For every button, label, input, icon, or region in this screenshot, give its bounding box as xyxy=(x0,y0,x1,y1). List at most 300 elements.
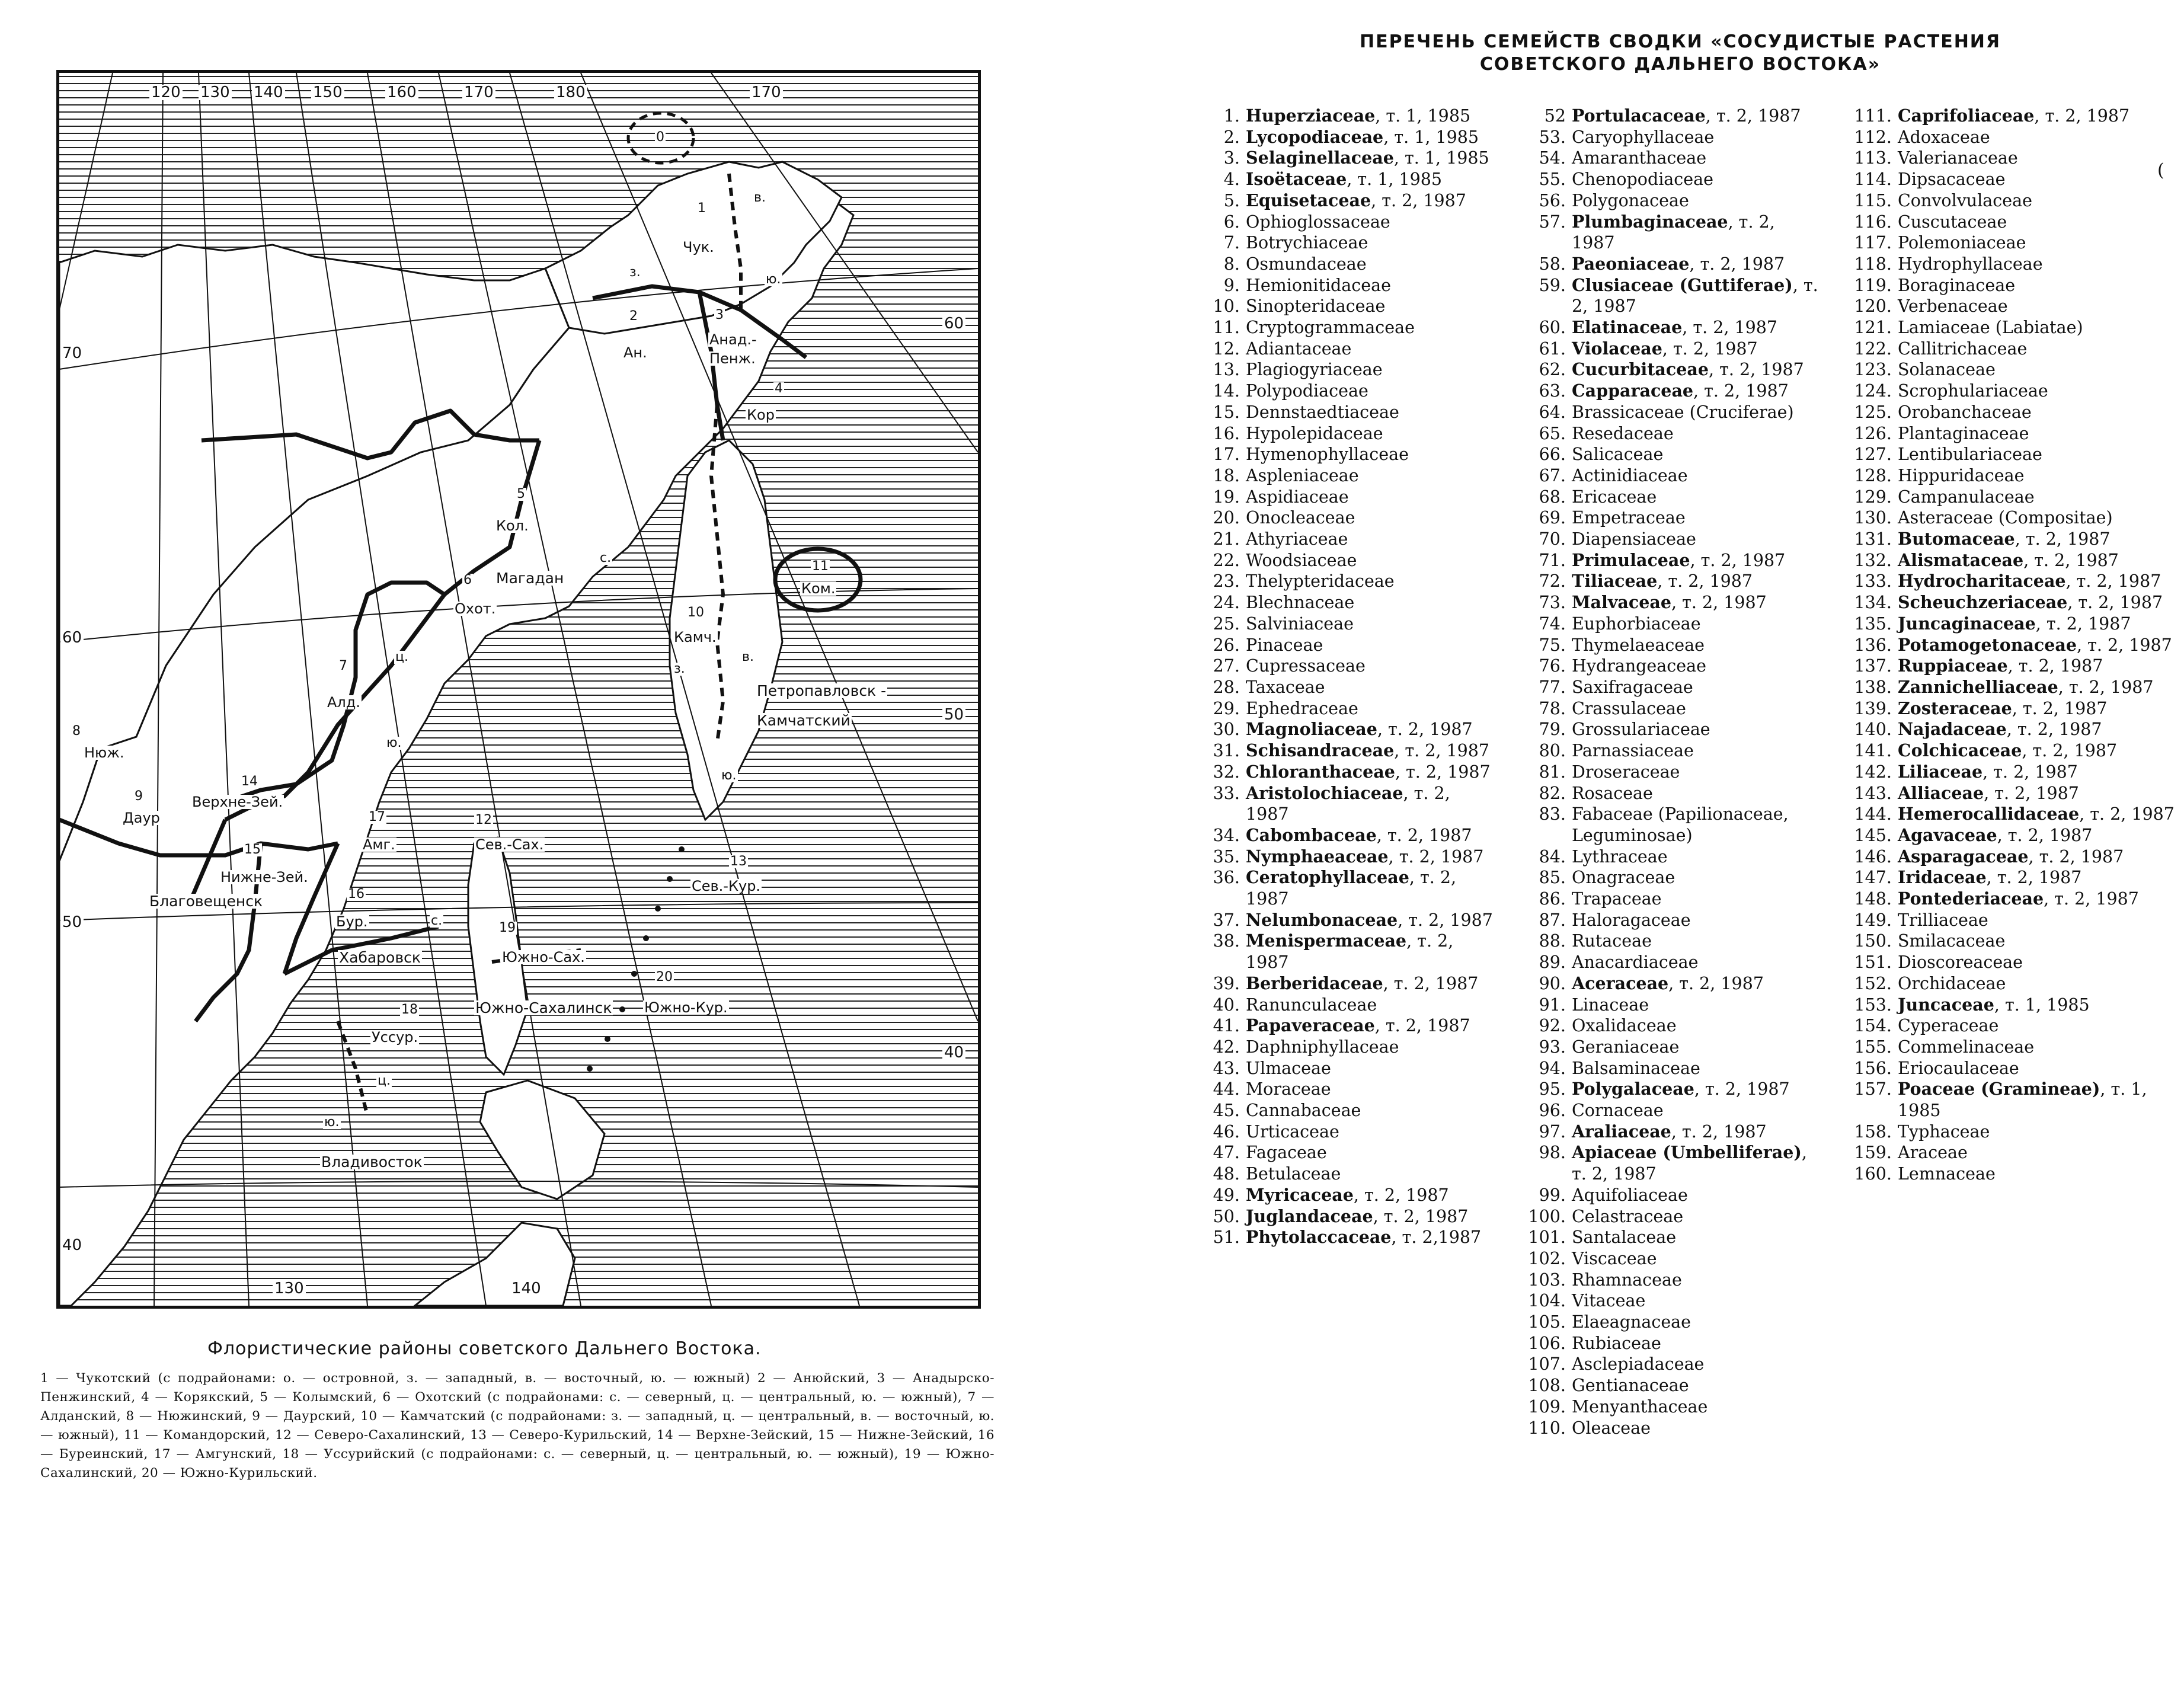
family-name: Cupressaceae xyxy=(1246,656,1366,676)
family-number: 131. xyxy=(1854,529,1892,549)
region-label: ю. xyxy=(721,768,737,783)
family-list-item xyxy=(1523,1312,1820,1333)
family-list-item xyxy=(1523,677,1820,698)
family-entry xyxy=(1572,507,1820,529)
family-volume: , т. 2, 1987 xyxy=(1984,783,2079,803)
family-name: Rosaceae xyxy=(1572,783,1653,803)
family-entry xyxy=(1572,550,1820,571)
family-entry xyxy=(1572,254,1820,275)
family-number: 128. xyxy=(1854,465,1892,485)
family-number: 77. xyxy=(1539,677,1566,697)
family-entry xyxy=(1246,656,1494,677)
family-entry xyxy=(1898,867,2181,888)
family-volume: , т. 2, 1987 xyxy=(1377,720,1473,740)
family-number: 54. xyxy=(1539,148,1566,168)
family-volume: , т. 2, 1987 xyxy=(2058,677,2154,697)
family-list-item xyxy=(1197,1142,1494,1163)
family-entry xyxy=(1246,1079,1494,1100)
family-entry xyxy=(1246,973,1494,995)
family-entry xyxy=(1572,1185,1820,1206)
region-label: 11 xyxy=(812,559,829,574)
family-entry xyxy=(1572,804,1820,846)
region-label: 3 xyxy=(715,308,724,322)
family-name: Polypodiaceae xyxy=(1246,381,1368,401)
family-number: 21. xyxy=(1213,529,1240,549)
family-number: 155. xyxy=(1854,1037,1892,1057)
family-volume: , т. 2,1987 xyxy=(1391,1227,1482,1248)
family-entry xyxy=(1246,169,1494,190)
family-name: Ophioglossaceae xyxy=(1246,212,1390,232)
family-name: Solanaceae xyxy=(1898,360,1996,380)
family-list-column xyxy=(1849,105,2181,1185)
family-name: Alismataceae xyxy=(1898,549,2024,570)
family-name: Najadaceae xyxy=(1898,719,2007,740)
family-list-item xyxy=(1197,1058,1494,1079)
tick-top: 170 xyxy=(462,85,495,100)
family-number: 140. xyxy=(1854,720,1892,740)
family-number: 144. xyxy=(1854,804,1892,824)
region-label: 5 xyxy=(517,487,525,501)
family-entry xyxy=(1898,148,2181,169)
family-entry xyxy=(1572,1206,1820,1227)
family-list-item xyxy=(1197,825,1494,846)
family-name: Polygonaceae xyxy=(1572,190,1689,210)
family-list-item xyxy=(1523,148,1820,169)
region-label: 4 xyxy=(775,381,783,396)
family-name: Commelinaceae xyxy=(1898,1037,2035,1057)
family-name: Colchicaceae xyxy=(1898,740,2022,761)
family-number: 53. xyxy=(1539,127,1566,147)
family-list-item xyxy=(1197,296,1494,317)
family-number: 110. xyxy=(1528,1418,1566,1438)
family-volume: , т. 2, 1987 xyxy=(1388,846,1484,867)
family-name: Verbenaceae xyxy=(1898,296,2008,316)
family-list-item xyxy=(1849,275,2181,296)
family-number: 36. xyxy=(1213,868,1240,888)
family-number: 116. xyxy=(1854,212,1892,232)
family-entry xyxy=(1572,1248,1820,1270)
family-volume: , т. 2, 1987 xyxy=(2035,613,2131,634)
family-list-item xyxy=(1849,888,2181,910)
family-list-item xyxy=(1197,1015,1494,1037)
region-label: Анад.- xyxy=(709,331,757,348)
family-name: Botrychiaceae xyxy=(1246,233,1368,253)
family-name: Saxifragaceae xyxy=(1572,677,1693,697)
family-list-item xyxy=(1849,212,2181,233)
family-entry xyxy=(1898,444,2181,465)
region-label: Нижне-Зей. xyxy=(220,869,308,885)
family-number: 30. xyxy=(1213,720,1240,740)
family-number: 117. xyxy=(1854,233,1892,253)
family-list-item xyxy=(1523,867,1820,888)
family-name: Campanulaceae xyxy=(1898,487,2035,507)
family-number: 138. xyxy=(1854,677,1892,697)
map-caption: Флористические районы советского Дальнего Востока. xyxy=(207,1338,762,1359)
family-name: Hydrocharitaceae xyxy=(1898,571,2066,592)
family-entry xyxy=(1572,592,1820,613)
family-list-item xyxy=(1197,317,1494,338)
family-name: Actinidiaceae xyxy=(1572,465,1688,485)
family-entry xyxy=(1572,1100,1820,1121)
family-list-item xyxy=(1523,169,1820,190)
family-name: Chenopodiaceae xyxy=(1572,170,1713,190)
family-name: Polemoniaceae xyxy=(1898,233,2026,253)
family-number: 23. xyxy=(1213,571,1240,592)
family-volume: , т. 2, 1987 xyxy=(1693,381,1789,401)
family-number: 55. xyxy=(1539,170,1566,190)
family-list-item xyxy=(1523,1333,1820,1354)
family-name: Alliaceae xyxy=(1898,782,1984,803)
family-volume: , т. 2, 1987 xyxy=(1982,762,2078,782)
family-name: Onocleaceae xyxy=(1246,508,1355,528)
family-number: 24. xyxy=(1213,593,1240,613)
family-name: Haloragaceae xyxy=(1572,910,1691,930)
family-list-item xyxy=(1849,995,2181,1016)
family-list-item xyxy=(1849,529,2181,550)
family-list-item xyxy=(1197,1163,1494,1185)
family-list-item xyxy=(1523,1015,1820,1037)
family-name: Eriocaulaceae xyxy=(1898,1058,2019,1078)
family-list-item xyxy=(1849,338,2181,360)
family-list-item xyxy=(1849,931,2181,952)
family-list-item xyxy=(1849,677,2181,698)
family-number: 142. xyxy=(1854,762,1892,782)
family-entry xyxy=(1572,698,1820,720)
family-list-item xyxy=(1197,529,1494,550)
region-label: 8 xyxy=(72,724,81,738)
tick-top: 170 xyxy=(750,85,783,100)
family-entry xyxy=(1898,1058,2181,1079)
family-list-item xyxy=(1849,148,2181,169)
family-name: Dioscoreaceae xyxy=(1898,952,2023,973)
family-list-item xyxy=(1523,317,1820,338)
family-number: 94. xyxy=(1539,1058,1566,1078)
family-name: Paeoniaceae xyxy=(1572,253,1690,274)
family-number: 96. xyxy=(1539,1101,1566,1121)
family-name: Lycopodiaceae xyxy=(1246,126,1384,147)
family-list-item xyxy=(1849,507,2181,529)
family-entry xyxy=(1246,254,1494,275)
family-entry xyxy=(1898,1142,2181,1163)
family-number: 97. xyxy=(1539,1121,1566,1142)
region-label: 20 xyxy=(656,970,673,984)
family-list-item xyxy=(1849,169,2181,190)
family-list-item xyxy=(1197,592,1494,613)
region-label: з. xyxy=(629,265,641,280)
family-volume: , т. 2, 1987 xyxy=(1572,1143,1807,1184)
family-list-item xyxy=(1197,1227,1494,1248)
family-list-item xyxy=(1523,127,1820,148)
family-name: Thymelaeaceae xyxy=(1572,635,1705,655)
family-number: 75. xyxy=(1539,635,1566,655)
region-label: в. xyxy=(742,650,754,664)
family-entry xyxy=(1246,190,1494,212)
family-entry xyxy=(1572,1142,1820,1184)
family-list-item xyxy=(1849,719,2181,740)
family-entry xyxy=(1898,783,2181,804)
family-number: 8. xyxy=(1223,254,1240,274)
family-volume: , т. 2, 1987 xyxy=(2076,635,2172,655)
family-number: 73. xyxy=(1539,593,1566,613)
region-label: Нюж. xyxy=(84,744,124,761)
family-list-item xyxy=(1197,571,1494,592)
family-list-column xyxy=(1197,105,1494,1248)
family-number: 37. xyxy=(1213,910,1240,930)
family-list-item xyxy=(1523,973,1820,995)
family-list-item xyxy=(1197,254,1494,275)
family-name: Euphorbiaceae xyxy=(1572,613,1701,634)
family-name: Ruppiaceae xyxy=(1898,656,2008,676)
family-number: 101. xyxy=(1528,1227,1566,1248)
family-name: Anacardiaceae xyxy=(1572,952,1699,973)
family-volume: , т. 2, 1987 xyxy=(2014,529,2111,549)
family-entry xyxy=(1898,1037,2181,1058)
family-list-item xyxy=(1523,698,1820,720)
family-entry xyxy=(1898,275,2181,296)
family-entry xyxy=(1572,762,1820,783)
family-number: 102. xyxy=(1528,1248,1566,1268)
family-entry xyxy=(1572,910,1820,931)
family-number: 153. xyxy=(1854,995,1892,1015)
family-entry xyxy=(1572,317,1820,338)
family-entry xyxy=(1572,973,1820,995)
family-list-item xyxy=(1197,444,1494,465)
family-entry xyxy=(1246,338,1494,360)
family-entry xyxy=(1572,1079,1820,1100)
family-number: 104. xyxy=(1528,1291,1566,1311)
family-number: 113. xyxy=(1854,148,1892,168)
family-number: 156. xyxy=(1854,1058,1892,1078)
family-list-item xyxy=(1523,529,1820,550)
family-number: 56. xyxy=(1539,190,1566,210)
family-list-item xyxy=(1523,1185,1820,1206)
family-number: 139. xyxy=(1854,698,1892,718)
family-name: Amaranthaceae xyxy=(1572,148,1707,168)
family-number: 58. xyxy=(1539,254,1566,274)
family-number: 34. xyxy=(1213,825,1240,845)
family-entry xyxy=(1246,402,1494,423)
family-name: Papaveraceae xyxy=(1246,1015,1375,1036)
family-list-item xyxy=(1197,719,1494,740)
family-name: Rutaceae xyxy=(1572,931,1652,951)
region-label: ц. xyxy=(395,650,408,664)
family-entry xyxy=(1898,613,2181,635)
family-name: Caryophyllaceae xyxy=(1572,127,1715,147)
family-number: 115. xyxy=(1854,190,1892,210)
family-entry xyxy=(1898,529,2181,550)
family-entry xyxy=(1246,317,1494,338)
family-entry xyxy=(1898,1015,2181,1037)
family-entry xyxy=(1246,465,1494,487)
family-name: Rhamnaceae xyxy=(1572,1270,1682,1290)
family-name: Selaginellaceae xyxy=(1246,148,1394,168)
family-number: 35. xyxy=(1213,846,1240,867)
family-name: Cabombaceae xyxy=(1246,824,1377,845)
family-entry xyxy=(1246,507,1494,529)
family-name: Taxaceae xyxy=(1246,677,1325,697)
family-name: Cornaceae xyxy=(1572,1101,1664,1121)
family-entry xyxy=(1246,381,1494,402)
family-list-item xyxy=(1849,127,2181,148)
family-number: 150. xyxy=(1854,931,1892,951)
family-list-item xyxy=(1197,1079,1494,1100)
family-number: 92. xyxy=(1539,1016,1566,1036)
family-number: 1. xyxy=(1223,106,1240,126)
family-entry xyxy=(1246,910,1494,931)
family-list-item xyxy=(1197,783,1494,825)
family-volume: , т. 2, 1987 xyxy=(2023,550,2119,570)
family-number: 59. xyxy=(1539,275,1566,295)
city-label: Хабаровск xyxy=(339,949,421,966)
family-name: Cucurbitaceae xyxy=(1572,359,1709,380)
family-entry xyxy=(1246,1121,1494,1143)
family-list-column xyxy=(1523,105,1820,1438)
city-label: Петропавловск - xyxy=(757,682,887,699)
family-list-item xyxy=(1197,212,1494,233)
family-number: 145. xyxy=(1854,825,1892,845)
family-entry xyxy=(1572,1354,1820,1375)
family-name: Hemionitidaceae xyxy=(1246,275,1391,295)
family-list-item xyxy=(1197,867,1494,909)
tick-top: 160 xyxy=(385,85,418,100)
family-number: 108. xyxy=(1528,1376,1566,1396)
family-number: 99. xyxy=(1539,1185,1566,1205)
family-list-item xyxy=(1523,381,1820,402)
family-number: 91. xyxy=(1539,995,1566,1015)
stray-mark: ( xyxy=(2157,160,2164,181)
family-entry xyxy=(1898,952,2181,973)
family-list-item xyxy=(1523,931,1820,952)
region-label: 16 xyxy=(348,887,364,901)
family-number: 148. xyxy=(1854,889,1892,909)
map-legend: 1 — Чукотский (с подрайонами: о. — островной, з. — западный, в. — восточный, ю. — южный) 2 — Анюйский, 3 — Анадырско-Пенжинский, 4 — Корякский, 5 — Колымский, 6 — Охотский (с подрайонами: с. — северный, ц. — центральный, ю. — южный), 7 — Алданский, 8 — Нюжинский, 9 — Даурский, 10 — Камчатский (с подрайонами: з. — западный, ц. — центральный, в. — восточный, ю. — южный), 11 — Командорский, 12 — Северо-Сахалинский, 13 — Северо-Курильский, 14 — Верхне-Зейский, 15 — Нижне-Зейский, 16 — Буреинский, 17 — Амгунский, 18 — Уссурийский (с подрайонами: с. — северный, ц. — центральный, ю. — южный), 19 — Южно-Сахалинский, 20 — Южно-Курильский. xyxy=(40,1371,995,1481)
family-entry xyxy=(1572,423,1820,445)
family-list-item xyxy=(1523,338,1820,360)
family-list-item xyxy=(1523,952,1820,973)
family-entry xyxy=(1246,571,1494,592)
family-list-item xyxy=(1523,762,1820,783)
family-list-item xyxy=(1849,656,2181,677)
family-list-item xyxy=(1523,190,1820,212)
family-entry xyxy=(1898,507,2181,529)
family-entry xyxy=(1572,190,1820,212)
family-number: 86. xyxy=(1539,889,1566,909)
family-number: 29. xyxy=(1213,698,1240,718)
family-list-item xyxy=(1849,190,2181,212)
family-name: Osmundaceae xyxy=(1246,254,1367,274)
family-volume: , т. 2, 1987 xyxy=(1997,825,2093,845)
family-volume: , т. 2, 1987 xyxy=(1694,1079,1790,1099)
family-number: 2. xyxy=(1223,127,1240,147)
family-name: Celastraceae xyxy=(1572,1206,1684,1226)
family-entry xyxy=(1572,867,1820,888)
family-volume: , т. 1, 1985 xyxy=(1347,170,1443,190)
family-name: Lythraceae xyxy=(1572,846,1668,867)
family-list-item xyxy=(1197,338,1494,360)
family-list-item xyxy=(1849,465,2181,487)
family-list-item xyxy=(1849,381,2181,402)
family-name: Dipsacaceae xyxy=(1898,170,2006,190)
family-number: 160. xyxy=(1854,1164,1892,1184)
family-list-item xyxy=(1849,550,2181,571)
family-name: Ranunculaceae xyxy=(1246,995,1377,1015)
family-volume: , т. 2, 1987 xyxy=(1671,593,1767,613)
family-entry xyxy=(1898,804,2181,825)
family-name: Pontederiaceae xyxy=(1898,888,2044,909)
family-name: Cyperaceae xyxy=(1898,1016,1999,1036)
family-volume: , т. 2, 1987 xyxy=(1705,106,1801,126)
family-volume: , т. 1, 1985 xyxy=(1383,127,1479,147)
family-entry xyxy=(1898,550,2181,571)
family-list-item xyxy=(1523,465,1820,487)
family-list-item xyxy=(1523,402,1820,423)
family-list-item xyxy=(1197,359,1494,381)
family-number: 48. xyxy=(1213,1164,1240,1184)
page-title xyxy=(1280,31,2080,76)
family-volume: , т. 2, 1987 xyxy=(1246,868,1457,909)
family-list-item xyxy=(1197,995,1494,1016)
region-label: 14 xyxy=(241,774,258,789)
family-entry xyxy=(1572,465,1820,487)
family-number: 67. xyxy=(1539,465,1566,485)
family-volume: , т. 2, 1987 xyxy=(2028,846,2124,867)
family-entry xyxy=(1898,105,2181,127)
family-entry xyxy=(1898,910,2181,931)
family-volume: , т. 2, 1987 xyxy=(1986,868,2082,888)
family-name: Plumbaginaceae xyxy=(1572,211,1728,232)
family-number: 112. xyxy=(1854,127,1892,147)
family-volume: , т. 2, 1987 xyxy=(2006,720,2102,740)
family-name: Hymenophyllaceae xyxy=(1246,445,1409,465)
family-entry xyxy=(1572,402,1820,423)
region-label: 7 xyxy=(339,658,347,673)
family-entry xyxy=(1246,1185,1494,1206)
family-list-item xyxy=(1849,1142,2181,1163)
family-number: 18. xyxy=(1213,465,1240,485)
family-volume: , т. 2, 1987 xyxy=(2079,804,2175,824)
family-name: Trilliaceae xyxy=(1898,910,1988,930)
family-name: Menispermaceae xyxy=(1246,931,1407,951)
family-entry xyxy=(1572,212,1820,254)
family-list-item xyxy=(1849,846,2181,868)
family-number: 5. xyxy=(1223,190,1240,210)
family-name: Magnoliaceae xyxy=(1246,719,1377,740)
family-list-item xyxy=(1849,232,2181,254)
family-name: Parnassiaceae xyxy=(1572,741,1694,761)
family-name: Oxalidaceae xyxy=(1572,1016,1677,1036)
family-name: Tiliaceae xyxy=(1572,571,1658,592)
family-name: Asparagaceae xyxy=(1898,846,2029,867)
family-name: Brassicaceae (Cruciferae) xyxy=(1572,402,1794,422)
family-name: Ericaceae xyxy=(1572,487,1657,507)
family-volume: , т. 1, 1985 xyxy=(1994,995,2090,1015)
family-entry xyxy=(1898,1079,2181,1121)
family-entry xyxy=(1898,402,2181,423)
family-volume: , т. 2, 1987 xyxy=(2012,698,2108,718)
family-entry xyxy=(1898,592,2181,613)
family-number: 82. xyxy=(1539,783,1566,803)
family-number: 68. xyxy=(1539,487,1566,507)
family-number: 124. xyxy=(1854,381,1892,401)
family-list-item xyxy=(1849,698,2181,720)
family-name: Aspidiaceae xyxy=(1246,487,1349,507)
family-number: 89. xyxy=(1539,952,1566,973)
family-list-item xyxy=(1523,359,1820,381)
family-name: Plagiogyriaceae xyxy=(1246,360,1383,380)
family-entry xyxy=(1898,740,2181,762)
city-label: Владивосток xyxy=(321,1153,423,1171)
family-name: Callitrichaceae xyxy=(1898,338,2028,359)
